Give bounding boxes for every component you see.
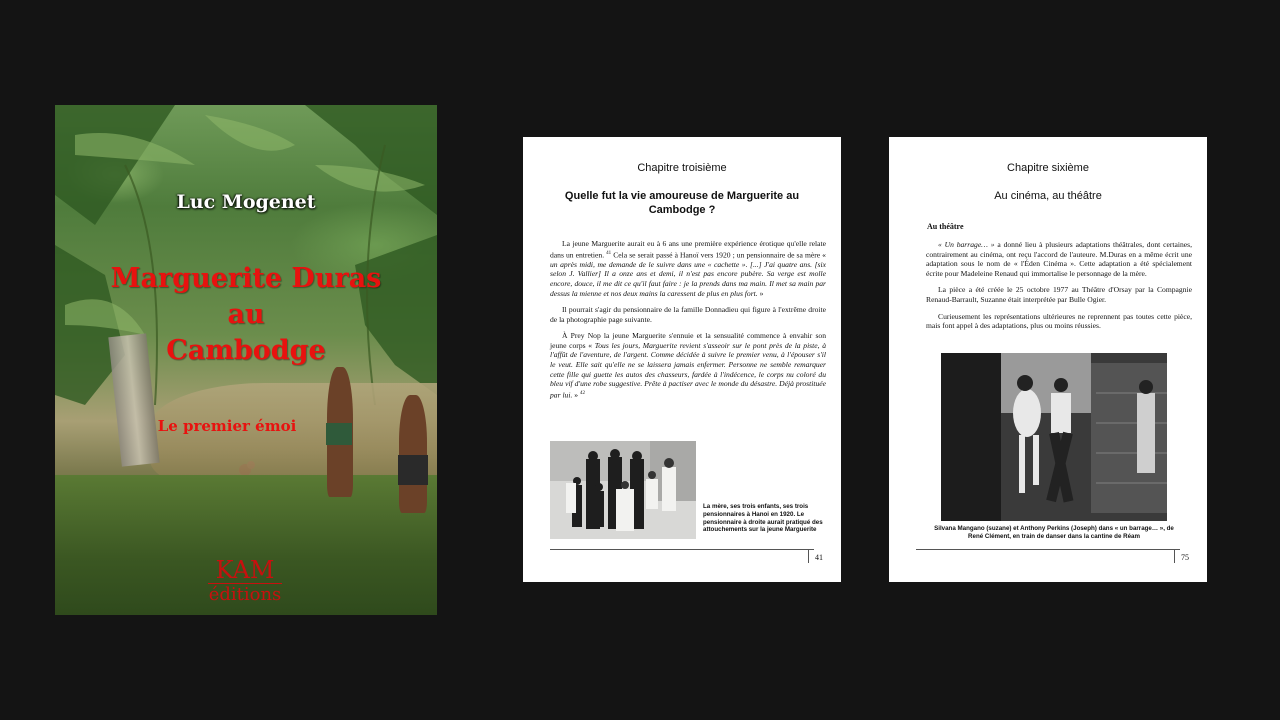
chapter-title: Chapitre sixième	[1007, 162, 1089, 174]
film-still-image	[941, 353, 1167, 521]
footer-rule	[550, 549, 814, 550]
photo-caption: Silvana Mangano (suzane) et Anthony Perkins (Joseph) dans « un barrage… », de René Clément, en train de danser dans la cantine de Réam	[934, 525, 1174, 540]
cover-child-right-shorts	[398, 455, 428, 485]
cover-title-line: Marguerite Duras	[110, 263, 382, 294]
footnote-ref: 41	[606, 250, 612, 256]
page-body-text	[550, 239, 826, 407]
photo-caption: La mère, ses trois enfants, ses trois pensionnaires à Hanoi en 1920. Le pensionnaire à droite aurait pratiqué des attouchements sur la jeune Marguerite	[703, 503, 823, 534]
cover-title	[55, 261, 437, 369]
cover-subtitle: Le premier émoi	[157, 417, 297, 435]
footer-divider	[808, 549, 809, 563]
title-italic: « Un barrage… »	[938, 240, 995, 249]
text-run: a donné lieu à plusieurs adaptations théâtrales, dont certaines, contrairement au cinéma, ont reçu l'accord de l'auteure. M.Duras en a même écrit une adaptation sous le nom de « l'Éden Cinéma ». Cette adaptation a été spécialement écrite pour Madeleine Renaud qui immortalise le personnage de la mère.	[926, 240, 1192, 278]
paragraph: Curieusement les représentations ultérieures ne reprennent pas toutes cette pièce, mais font appel à des adaptations, plus ou moins réussies.	[926, 311, 1192, 331]
page-number: 41	[815, 553, 823, 562]
cover-title-line: Cambodge	[166, 335, 326, 366]
text-run: »	[572, 390, 579, 400]
publisher-logo-label: éditions	[208, 584, 282, 605]
text-run: La jeune Marguerite aurait eu à 6 ans une première expérience érotique qu'elle relate dans un entretien.	[550, 239, 826, 260]
family-photo	[550, 441, 696, 539]
cover-child-left-shorts	[326, 423, 352, 445]
text-run: Cela se serait passé à Hanoï vers 1920 ; un pensionnaire de sa mère «	[611, 250, 826, 260]
cover-child-right	[399, 395, 427, 513]
subsection-heading: Au théâtre	[927, 222, 964, 231]
book-page-75	[889, 137, 1207, 582]
footer-divider	[1174, 549, 1175, 563]
page-number: 75	[1181, 553, 1189, 562]
footer-rule	[916, 549, 1180, 550]
cover-author: Luc Mogenet	[176, 191, 316, 213]
book-cover	[55, 105, 437, 615]
paragraph	[550, 331, 826, 400]
section-heading: Au cinéma, au théâtre	[994, 190, 1102, 202]
chapter-title: Chapitre troisième	[637, 162, 727, 174]
quote-italic: un après midi, me demande de le suivre dans une « cachette ». [...] J'ai quatre ans. [six selon J. Vallier] Il a onze ans et demi, il n'est pas encore pubère. Sa verge est molle encore, douce, il me dit ce qu'il faut faire : je la prends dans ma main. Il met sa main par dessus la mienne et nos deux mains la caressent de plus en plus fort.	[550, 259, 826, 298]
section-heading: Quelle fut la vie amoureuse de Marguerite au Cambodge ?	[564, 190, 800, 216]
paragraph: La pièce a été créée le 25 octobre 1977 au Théâtre d'Orsay par la Compagnie Renaud-Barrault, Suzanne était interprétée par Bulle Ogier.	[926, 285, 1192, 304]
family-photo-image	[550, 441, 696, 539]
publisher-logo	[195, 557, 295, 606]
book-page-41	[523, 137, 841, 582]
text-run: À Prey Nop la jeune Marguerite s'ennuie et la sensualité commence à envahir son jeune corps «	[550, 331, 826, 350]
film-still-photo	[941, 353, 1167, 521]
quote-italic: Tous les jours, Marguerite revient s'asseoir sur le pont près de la piste, à l'affût de l'aventure, de l'argent. Comme décidée à suivre le premier venu, à l'épouser s'il le veut. Elle sait qu'elle ne se laissera jamais enfermer. Personne ne semble remarquer cette fille qui guette les autos des chasseurs, fardée à l'indécence, le corps nu coloré du bleu vif d'une robe suggestive. Prête à pactiser avec le monde du désastre. Déjà prostituée par lui.	[550, 340, 826, 400]
paragraph	[926, 240, 1192, 278]
cover-title-line: au	[227, 299, 265, 330]
publisher-logo-mark: KAM	[208, 557, 282, 584]
page-body-text	[926, 240, 1192, 338]
text-run: »	[757, 288, 764, 298]
footnote-ref: 42	[579, 390, 585, 396]
paragraph	[550, 239, 826, 298]
paragraph: Il pourrait s'agir du pensionnaire de la famille Donnadieu qui figure à l'extrême droite de la photographie page suivante.	[550, 305, 826, 324]
